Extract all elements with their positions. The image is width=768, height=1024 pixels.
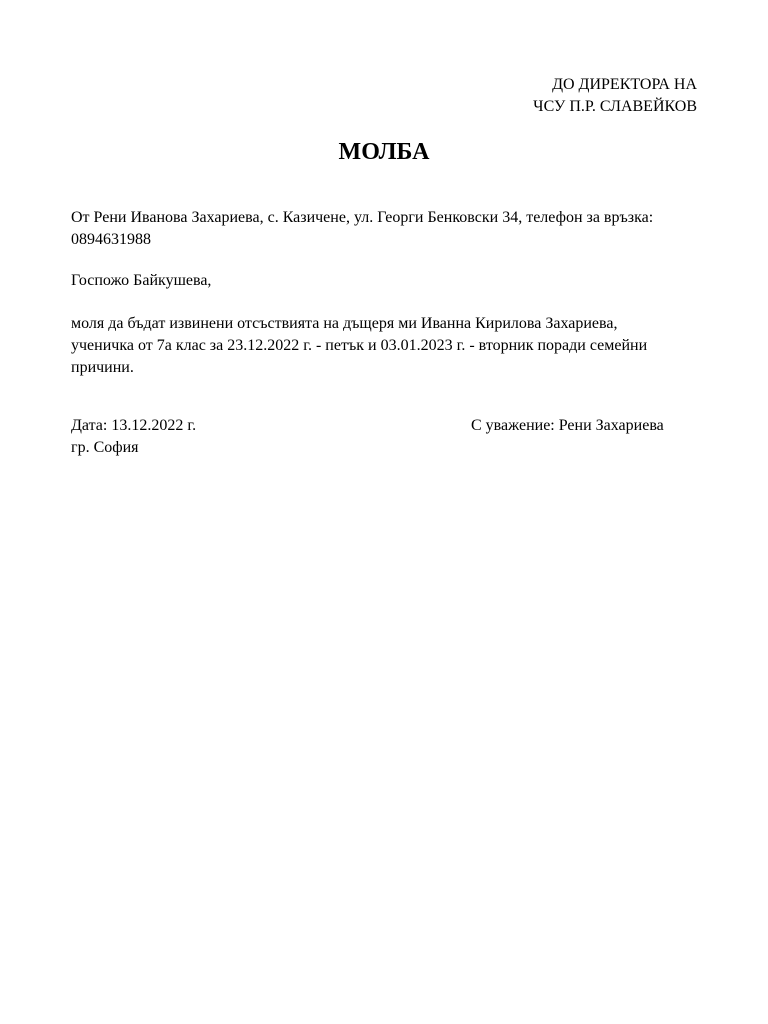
signature-line: С уважение: Рени Захариева	[471, 417, 664, 434]
addressee-line-2: ЧСУ П.Р. СЛАВЕЙКОВ	[533, 98, 697, 115]
date-line: Дата: 13.12.2022 г.	[71, 417, 197, 434]
document-title: МОЛБА	[338, 139, 430, 165]
date-place-block	[71, 415, 196, 459]
request-body-paragraph: моля да бъдат извинени отсъствията на дъщеря ми Иванна Кирилова Захариева, ученичка от 7а клас за 23.12.2022 г. - петък и 03.01.2023 г. - вторник поради семейни причини.	[71, 315, 648, 376]
city-line: гр. София	[71, 439, 139, 456]
greeting-line: Госпожо Байкушева,	[71, 272, 212, 289]
addressee-block	[533, 74, 697, 118]
sender-info-paragraph: От Рени Иванова Захариева, с. Казичене, ул. Георги Бенковски 34, телефон за връзка: 0894631988	[71, 209, 654, 248]
addressee-line-1: ДО ДИРЕКТОРА НА	[552, 76, 697, 93]
